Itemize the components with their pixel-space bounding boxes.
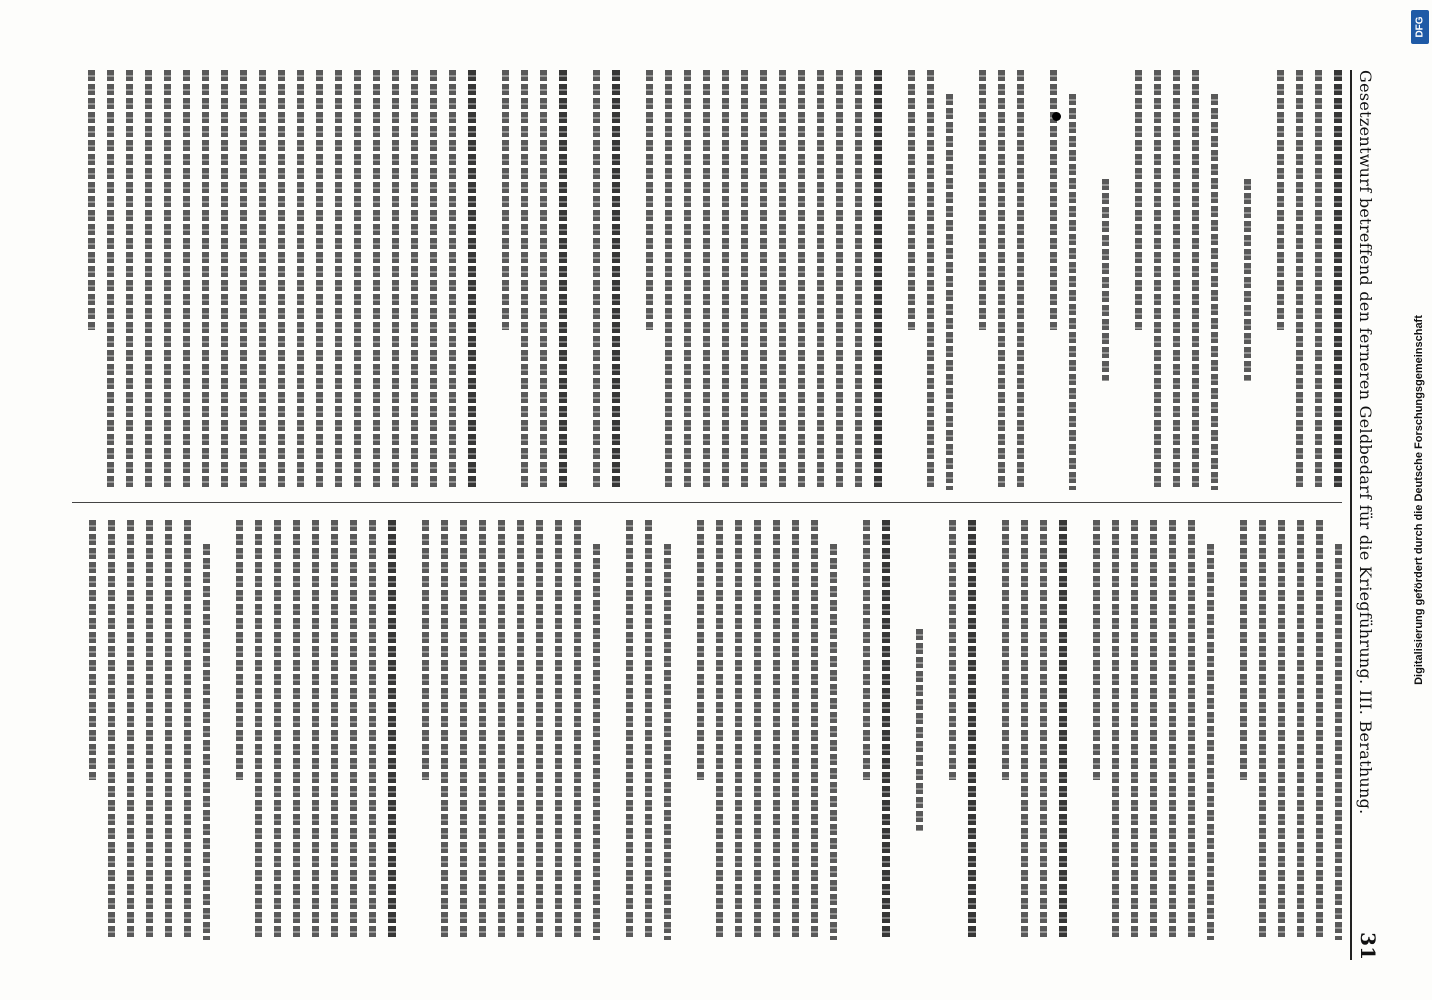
illegible-text-line <box>202 70 209 490</box>
illegible-text-line <box>1040 520 1047 940</box>
illegible-text-line <box>165 520 172 940</box>
illegible-text-line <box>817 70 824 490</box>
illegible-text-line <box>760 70 767 490</box>
illegible-text-line <box>517 520 524 940</box>
rotated-page-content <box>16 0 1416 1000</box>
illegible-text-line <box>612 70 620 490</box>
illegible-text-line <box>164 70 171 490</box>
paragraph-gap <box>1067 520 1081 940</box>
illegible-text-line <box>798 70 805 490</box>
paragraph-gap <box>976 520 990 940</box>
paragraph-gap <box>890 520 904 940</box>
illegible-text-line <box>203 544 210 940</box>
running-header-title: Gesetzentwurf betreffend den ferneren Geldbedarf für die Kriegführung. III. Berathung. <box>1356 70 1375 815</box>
illegible-text-line <box>716 520 723 940</box>
illegible-text-line <box>998 70 1005 490</box>
paragraph-gap <box>600 520 614 940</box>
illegible-text-line <box>460 520 467 940</box>
illegible-text-line <box>836 70 843 490</box>
illegible-text-line <box>1059 520 1067 940</box>
paragraph-gap <box>72 70 76 490</box>
illegible-text-line <box>316 70 323 490</box>
paragraph-gap <box>1218 70 1232 490</box>
illegible-text-line <box>1169 520 1176 940</box>
illegible-text-line <box>559 70 567 490</box>
digitization-credit-text: Digitalisierung gefördert durch die Deutsche Forschungsgemeinschaft <box>1413 315 1425 685</box>
illegible-text-line <box>1131 520 1138 940</box>
illegible-text-line <box>703 70 710 490</box>
illegible-text-line <box>664 544 671 940</box>
paragraph-gap <box>882 70 896 490</box>
illegible-text-line <box>1296 70 1303 490</box>
paragraph-gap <box>1024 70 1038 490</box>
paragraph-gap <box>396 520 410 940</box>
illegible-text-line <box>874 70 882 490</box>
paragraph-gap <box>1076 70 1090 490</box>
illegible-text-line <box>388 520 396 940</box>
illegible-text-line <box>236 520 243 780</box>
digitization-credit <box>1408 0 1430 1000</box>
illegible-text-line <box>1211 94 1218 490</box>
illegible-text-line <box>1335 544 1342 940</box>
illegible-text-line <box>1069 94 1076 490</box>
illegible-text-line <box>1277 70 1284 330</box>
illegible-text-line <box>684 70 691 490</box>
illegible-text-line <box>779 70 786 490</box>
illegible-text-line <box>927 70 934 490</box>
illegible-text-line <box>411 70 418 490</box>
paragraph-gap <box>1109 70 1123 490</box>
illegible-text-line <box>754 520 761 940</box>
illegible-text-line <box>1192 70 1199 490</box>
illegible-text-line <box>741 70 748 490</box>
illegible-text-line <box>1102 179 1109 381</box>
illegible-text-line <box>773 520 780 940</box>
illegible-text-line <box>1002 520 1009 780</box>
paragraph-gap <box>72 520 77 940</box>
illegible-text-line <box>297 70 304 490</box>
illegible-text-line <box>593 70 600 490</box>
illegible-text-line <box>373 70 380 490</box>
illegible-text-line <box>146 520 153 940</box>
illegible-text-line <box>184 520 191 940</box>
paragraph-gap <box>671 520 685 940</box>
illegible-text-line <box>1188 520 1195 940</box>
text-column-left <box>72 70 1342 490</box>
paragraph-gap <box>1251 70 1265 490</box>
illegible-text-line <box>126 70 133 490</box>
illegible-text-line <box>735 520 742 940</box>
paragraph-gap <box>210 520 224 940</box>
illegible-text-line <box>221 70 228 490</box>
paragraph-gap <box>476 70 490 490</box>
illegible-text-line <box>811 520 818 940</box>
illegible-text-line <box>1259 520 1266 940</box>
illegible-text-line <box>521 70 528 490</box>
illegible-text-line <box>1150 520 1157 940</box>
illegible-text-line <box>335 70 342 490</box>
illegible-text-line <box>645 520 652 940</box>
illegible-text-line <box>259 70 266 490</box>
illegible-text-line <box>422 520 429 780</box>
illegible-text-line <box>916 629 923 831</box>
illegible-text-line <box>949 520 956 780</box>
illegible-text-line <box>1135 70 1142 330</box>
illegible-text-line <box>312 520 319 940</box>
running-header <box>1356 70 1386 960</box>
illegible-text-line <box>697 520 704 780</box>
illegible-text-line <box>502 70 509 330</box>
illegible-text-line <box>331 520 338 940</box>
illegible-text-line <box>1244 179 1251 381</box>
text-column-right <box>72 520 1342 940</box>
dfg-logo <box>1411 10 1429 44</box>
illegible-text-line <box>468 70 476 490</box>
illegible-text-line <box>574 520 581 940</box>
illegible-text-line <box>293 520 300 940</box>
illegible-text-line <box>1154 70 1161 490</box>
paragraph-gap <box>923 520 937 940</box>
illegible-text-line <box>369 520 376 940</box>
illegible-text-line <box>1334 70 1342 490</box>
illegible-text-line <box>108 520 115 940</box>
illegible-text-line <box>646 70 653 330</box>
illegible-text-line <box>882 520 890 940</box>
paragraph-gap <box>1214 520 1228 940</box>
illegible-text-line <box>979 70 986 330</box>
ink-speck <box>1052 112 1061 121</box>
illegible-text-line <box>107 70 114 490</box>
paragraph-gap <box>567 70 581 490</box>
illegible-text-line <box>1297 520 1304 940</box>
illegible-text-line <box>540 70 547 490</box>
paragraph-gap <box>953 70 967 490</box>
column-divider <box>72 502 1342 503</box>
illegible-text-line <box>946 94 953 490</box>
illegible-text-line <box>1207 544 1214 940</box>
illegible-text-line <box>1240 520 1247 780</box>
illegible-text-line <box>274 520 281 940</box>
illegible-text-line <box>145 70 152 490</box>
illegible-text-line <box>830 544 837 940</box>
illegible-text-line <box>1173 70 1180 490</box>
illegible-text-line <box>555 520 562 940</box>
illegible-text-line <box>278 70 285 490</box>
header-rule <box>1350 70 1352 960</box>
illegible-text-line <box>536 520 543 940</box>
illegible-text-line <box>968 520 976 940</box>
page-number: 31 <box>1356 932 1380 960</box>
illegible-text-line <box>1315 70 1322 490</box>
illegible-text-line <box>127 520 134 940</box>
illegible-text-line <box>722 70 729 490</box>
illegible-text-line <box>89 520 96 780</box>
illegible-text-line <box>354 70 361 490</box>
illegible-text-line <box>1112 520 1119 940</box>
illegible-text-line <box>1021 520 1028 940</box>
illegible-text-line <box>88 70 95 330</box>
illegible-text-line <box>255 520 262 940</box>
illegible-text-line <box>240 70 247 490</box>
illegible-text-line <box>449 70 456 490</box>
paragraph-gap <box>837 520 851 940</box>
illegible-text-line <box>479 520 486 940</box>
dfg-logo-text: DFG <box>1414 16 1426 38</box>
illegible-text-line <box>855 70 862 490</box>
illegible-text-line <box>392 70 399 490</box>
illegible-text-line <box>1050 70 1057 330</box>
illegible-text-line <box>792 520 799 940</box>
illegible-text-line <box>498 520 505 940</box>
illegible-text-line <box>430 70 437 490</box>
paragraph-gap <box>620 70 634 490</box>
illegible-text-line <box>1093 520 1100 780</box>
illegible-text-line <box>183 70 190 490</box>
illegible-text-line <box>908 70 915 330</box>
illegible-text-line <box>626 520 633 940</box>
illegible-text-line <box>665 70 672 490</box>
illegible-text-line <box>1278 520 1285 940</box>
illegible-text-line <box>863 520 870 780</box>
illegible-text-line <box>441 520 448 940</box>
illegible-text-line <box>593 544 600 940</box>
illegible-text-line <box>350 520 357 940</box>
illegible-text-line <box>1017 70 1024 490</box>
illegible-text-line <box>1316 520 1323 940</box>
